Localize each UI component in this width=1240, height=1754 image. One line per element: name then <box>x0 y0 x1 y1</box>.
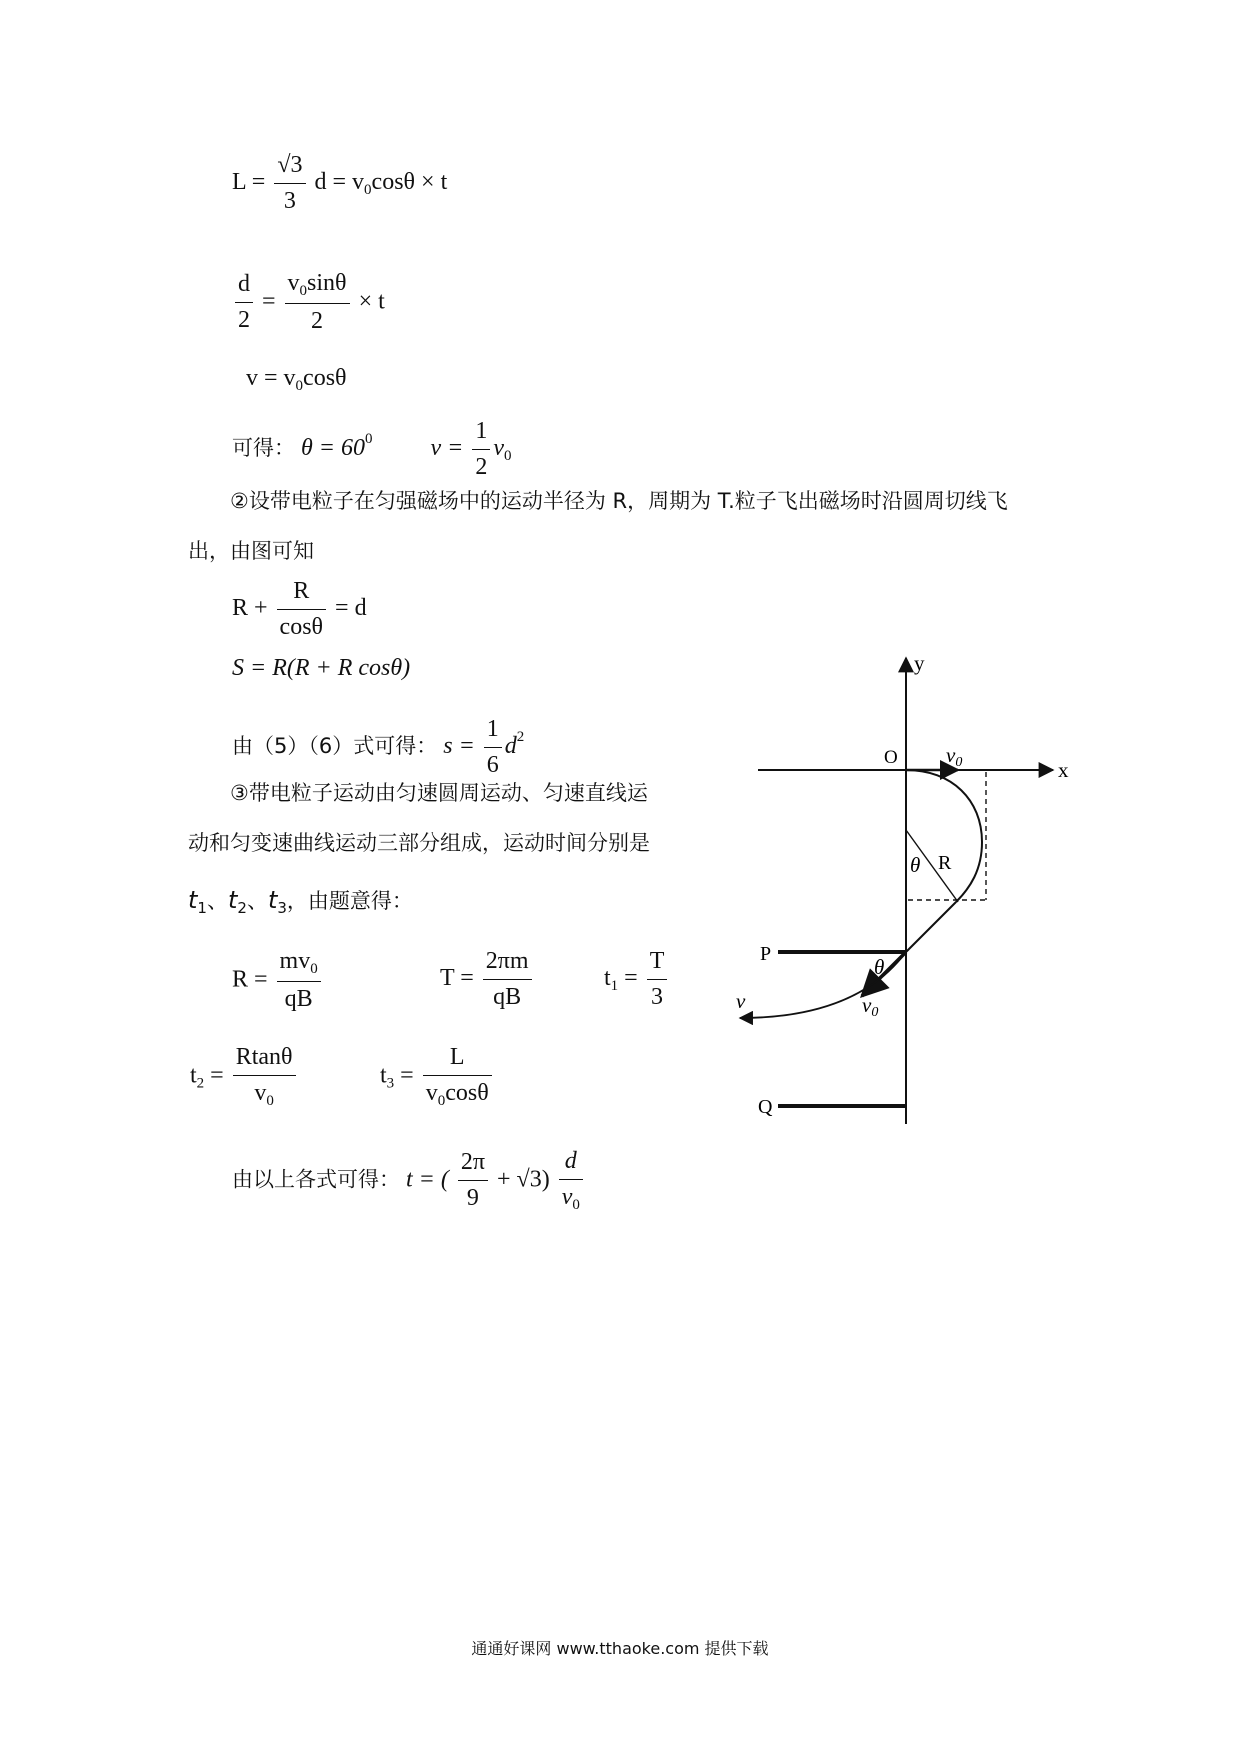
eq7-t3-den-b: cosθ <box>445 1079 489 1106</box>
eq1-den: 3 <box>283 187 296 214</box>
equation-period <box>440 948 535 1011</box>
plate-q-label: Q <box>758 1096 773 1118</box>
final-den: 9 <box>466 1184 479 1211</box>
eq1-rest1: d = v <box>314 169 365 196</box>
para3-tail: ，由题意得： <box>286 889 413 913</box>
eq7-t3-den-a: v <box>425 1079 438 1106</box>
eq7-t2-den-a: v <box>254 1079 267 1106</box>
final-frac1 <box>458 1149 488 1212</box>
paragraph-2-line1: ②设带电粒子在匀强磁场中的运动半径为 R，周期为 T.粒子飞出磁场时沿圆周切线飞 <box>230 489 1008 513</box>
eq7-t3-eq: = <box>400 1062 414 1089</box>
result2-den: 6 <box>486 751 499 778</box>
equation-r-d <box>232 578 367 641</box>
result-theta-v <box>232 418 512 481</box>
eq7-t3-den <box>423 1076 492 1110</box>
eq3-a: v = v <box>246 365 296 391</box>
result1-den: 2 <box>475 453 488 480</box>
eq2-rnum <box>285 270 350 304</box>
eq1-fraction <box>274 152 305 215</box>
eq6-r-num <box>277 948 321 982</box>
para3-s1: 1 <box>197 899 207 917</box>
eq7-t3-den-sub: 0 <box>437 1092 446 1109</box>
eq1-num: √3 <box>274 152 305 184</box>
eq1-sub: 0 <box>364 182 372 199</box>
equation-t1 <box>604 948 670 1011</box>
eq6-r-den: qB <box>284 986 313 1013</box>
theta-label-top: θ <box>910 853 921 877</box>
eq3-sub: 0 <box>295 378 304 394</box>
result-time <box>232 1148 586 1214</box>
para3-s3: 3 <box>277 899 287 917</box>
result2-sup: 2 <box>516 729 525 746</box>
paragraph-3-line3 <box>188 884 413 925</box>
para3-sep2: 、 <box>246 889 268 913</box>
final-plus: + √3) <box>496 1166 550 1193</box>
para3-sep1: 、 <box>206 889 228 913</box>
equation-v <box>246 366 347 394</box>
eq7-t2-frac <box>233 1044 296 1110</box>
result2-num: 1 <box>484 716 502 748</box>
eq1-lhs: L <box>232 169 246 196</box>
eq6-r-num-sub: 0 <box>310 961 318 977</box>
eq3-b: cosθ <box>303 365 347 391</box>
plate-p-label: P <box>760 943 772 965</box>
eq2-lnum: d <box>235 271 253 303</box>
eq4-rhs: = d <box>335 595 367 622</box>
final-num: 2π <box>458 1149 488 1181</box>
final-frac2 <box>559 1148 583 1214</box>
eq6-t-lhs: T = <box>440 965 474 992</box>
y-axis-label: y <box>914 651 925 675</box>
eq2-rnum-sub: 0 <box>299 283 308 299</box>
trajectory-figure <box>700 650 1100 1140</box>
eq6-t1-num: T <box>647 948 668 980</box>
para3-t3: t <box>267 886 278 914</box>
eq7-t3-lhs: t <box>380 1062 387 1089</box>
result2-frac <box>484 716 502 779</box>
eq6-t1-sub: 1 <box>610 978 619 995</box>
v-label: v <box>736 989 746 1013</box>
equation-l: L = $\frac{√3}{3}$ $d = v_0\cos\theta \times t$ <box>232 152 448 214</box>
equation-s: S = R(R + R cosθ) <box>232 655 411 681</box>
footer-text: 通通好课网 www.tthaoke.com 提供下载 <box>471 1639 769 1658</box>
eq6-t1-eq: = <box>624 965 638 992</box>
origin-label: O <box>884 747 898 768</box>
straight-segment <box>906 902 956 952</box>
result1-v0-sub: 0 <box>504 448 512 465</box>
eq7-t2-den-sub: 0 <box>266 1092 274 1109</box>
final-den2 <box>559 1180 583 1214</box>
eq6-t1-frac <box>647 948 668 1011</box>
eq4-num: R <box>277 578 327 610</box>
v0-lower-label: v0 <box>862 993 879 1020</box>
eq6-r-frac <box>277 948 321 1014</box>
eq2-rfrac <box>285 270 350 336</box>
result2-label: 由（5）（6）式可得： <box>232 734 438 759</box>
final-den2-a: v <box>561 1183 573 1210</box>
theta-label-bottom: θ <box>874 955 885 979</box>
result1-v0: v <box>493 435 504 462</box>
eq7-t2-eq: = <box>210 1062 224 1089</box>
eq7-t2-sub: 2 <box>196 1075 205 1092</box>
eq6-r-num-a: mv <box>279 948 311 974</box>
eq7-t3-frac <box>423 1044 492 1110</box>
eq6-t-num: 2πm <box>483 948 532 980</box>
paragraph-3-line2: 动和匀变速曲线运动三部分组成，运动时间分别是 <box>188 831 650 855</box>
eq7-t2-den <box>233 1076 296 1110</box>
equation-r-mv <box>232 948 324 1014</box>
result2-s: s = <box>443 733 475 760</box>
v0-label: v0 <box>946 743 963 770</box>
para3-t2: t <box>227 886 238 914</box>
eq7-t2-num: Rtanθ <box>233 1044 296 1076</box>
equation-t3 <box>380 1044 495 1110</box>
final-den2-sub: 0 <box>572 1196 580 1213</box>
eq7-t3-num: L <box>423 1044 492 1076</box>
eq7-t3-sub: 3 <box>386 1075 395 1092</box>
result1-theta-sup: 0 <box>364 431 373 448</box>
eq1-rest2: cosθ × t <box>371 169 448 196</box>
eq2-rnum-b: sinθ <box>307 270 347 296</box>
equation-d-half: $\frac{d}{2}$ = $\frac{v_0\sin\theta}{2}$ × t <box>232 270 385 336</box>
eq4-lhs: R + <box>232 595 268 622</box>
x-axis-label: x <box>1058 758 1069 782</box>
para3-t1: t <box>188 886 198 914</box>
final-t: t = ( <box>406 1166 449 1193</box>
eq2-lfrac <box>235 271 253 334</box>
eq6-r-lhs: R = <box>232 966 268 993</box>
final-num2: d <box>559 1148 583 1180</box>
radius-label: R <box>938 852 952 874</box>
eq6-t-den: qB <box>493 983 522 1010</box>
paragraph-3-line1: ③带电粒子运动由匀速圆周运动、匀速直线运 <box>230 781 648 805</box>
result2-d: d <box>504 733 517 760</box>
result1-theta: θ = 60 <box>301 435 365 462</box>
eq2-rest: × t <box>358 288 385 315</box>
paragraph-2-line2: 出，由图可知 <box>188 539 314 563</box>
eq4-frac <box>277 578 327 641</box>
para3-s2: 2 <box>237 899 247 917</box>
final-label: 由以上各式可得： <box>232 1167 400 1192</box>
eq6-t1-den: 3 <box>651 983 664 1010</box>
result1-v: v = <box>430 435 464 462</box>
eq7-t2-lhs: t <box>190 1062 197 1089</box>
result1-frac <box>472 418 490 481</box>
eq2-lden: 2 <box>238 306 250 333</box>
eq6-t1-lhs: t <box>604 965 611 992</box>
eq2-rden: 2 <box>311 308 324 335</box>
eq2-rnum-a: v <box>287 270 300 296</box>
eq4-den: cosθ <box>279 613 324 640</box>
equation-t2 <box>190 1044 299 1110</box>
eq6-t-frac <box>483 948 532 1011</box>
result1-num: 1 <box>472 418 490 450</box>
result1-label: 可得： <box>232 436 295 461</box>
result-s <box>232 716 524 779</box>
